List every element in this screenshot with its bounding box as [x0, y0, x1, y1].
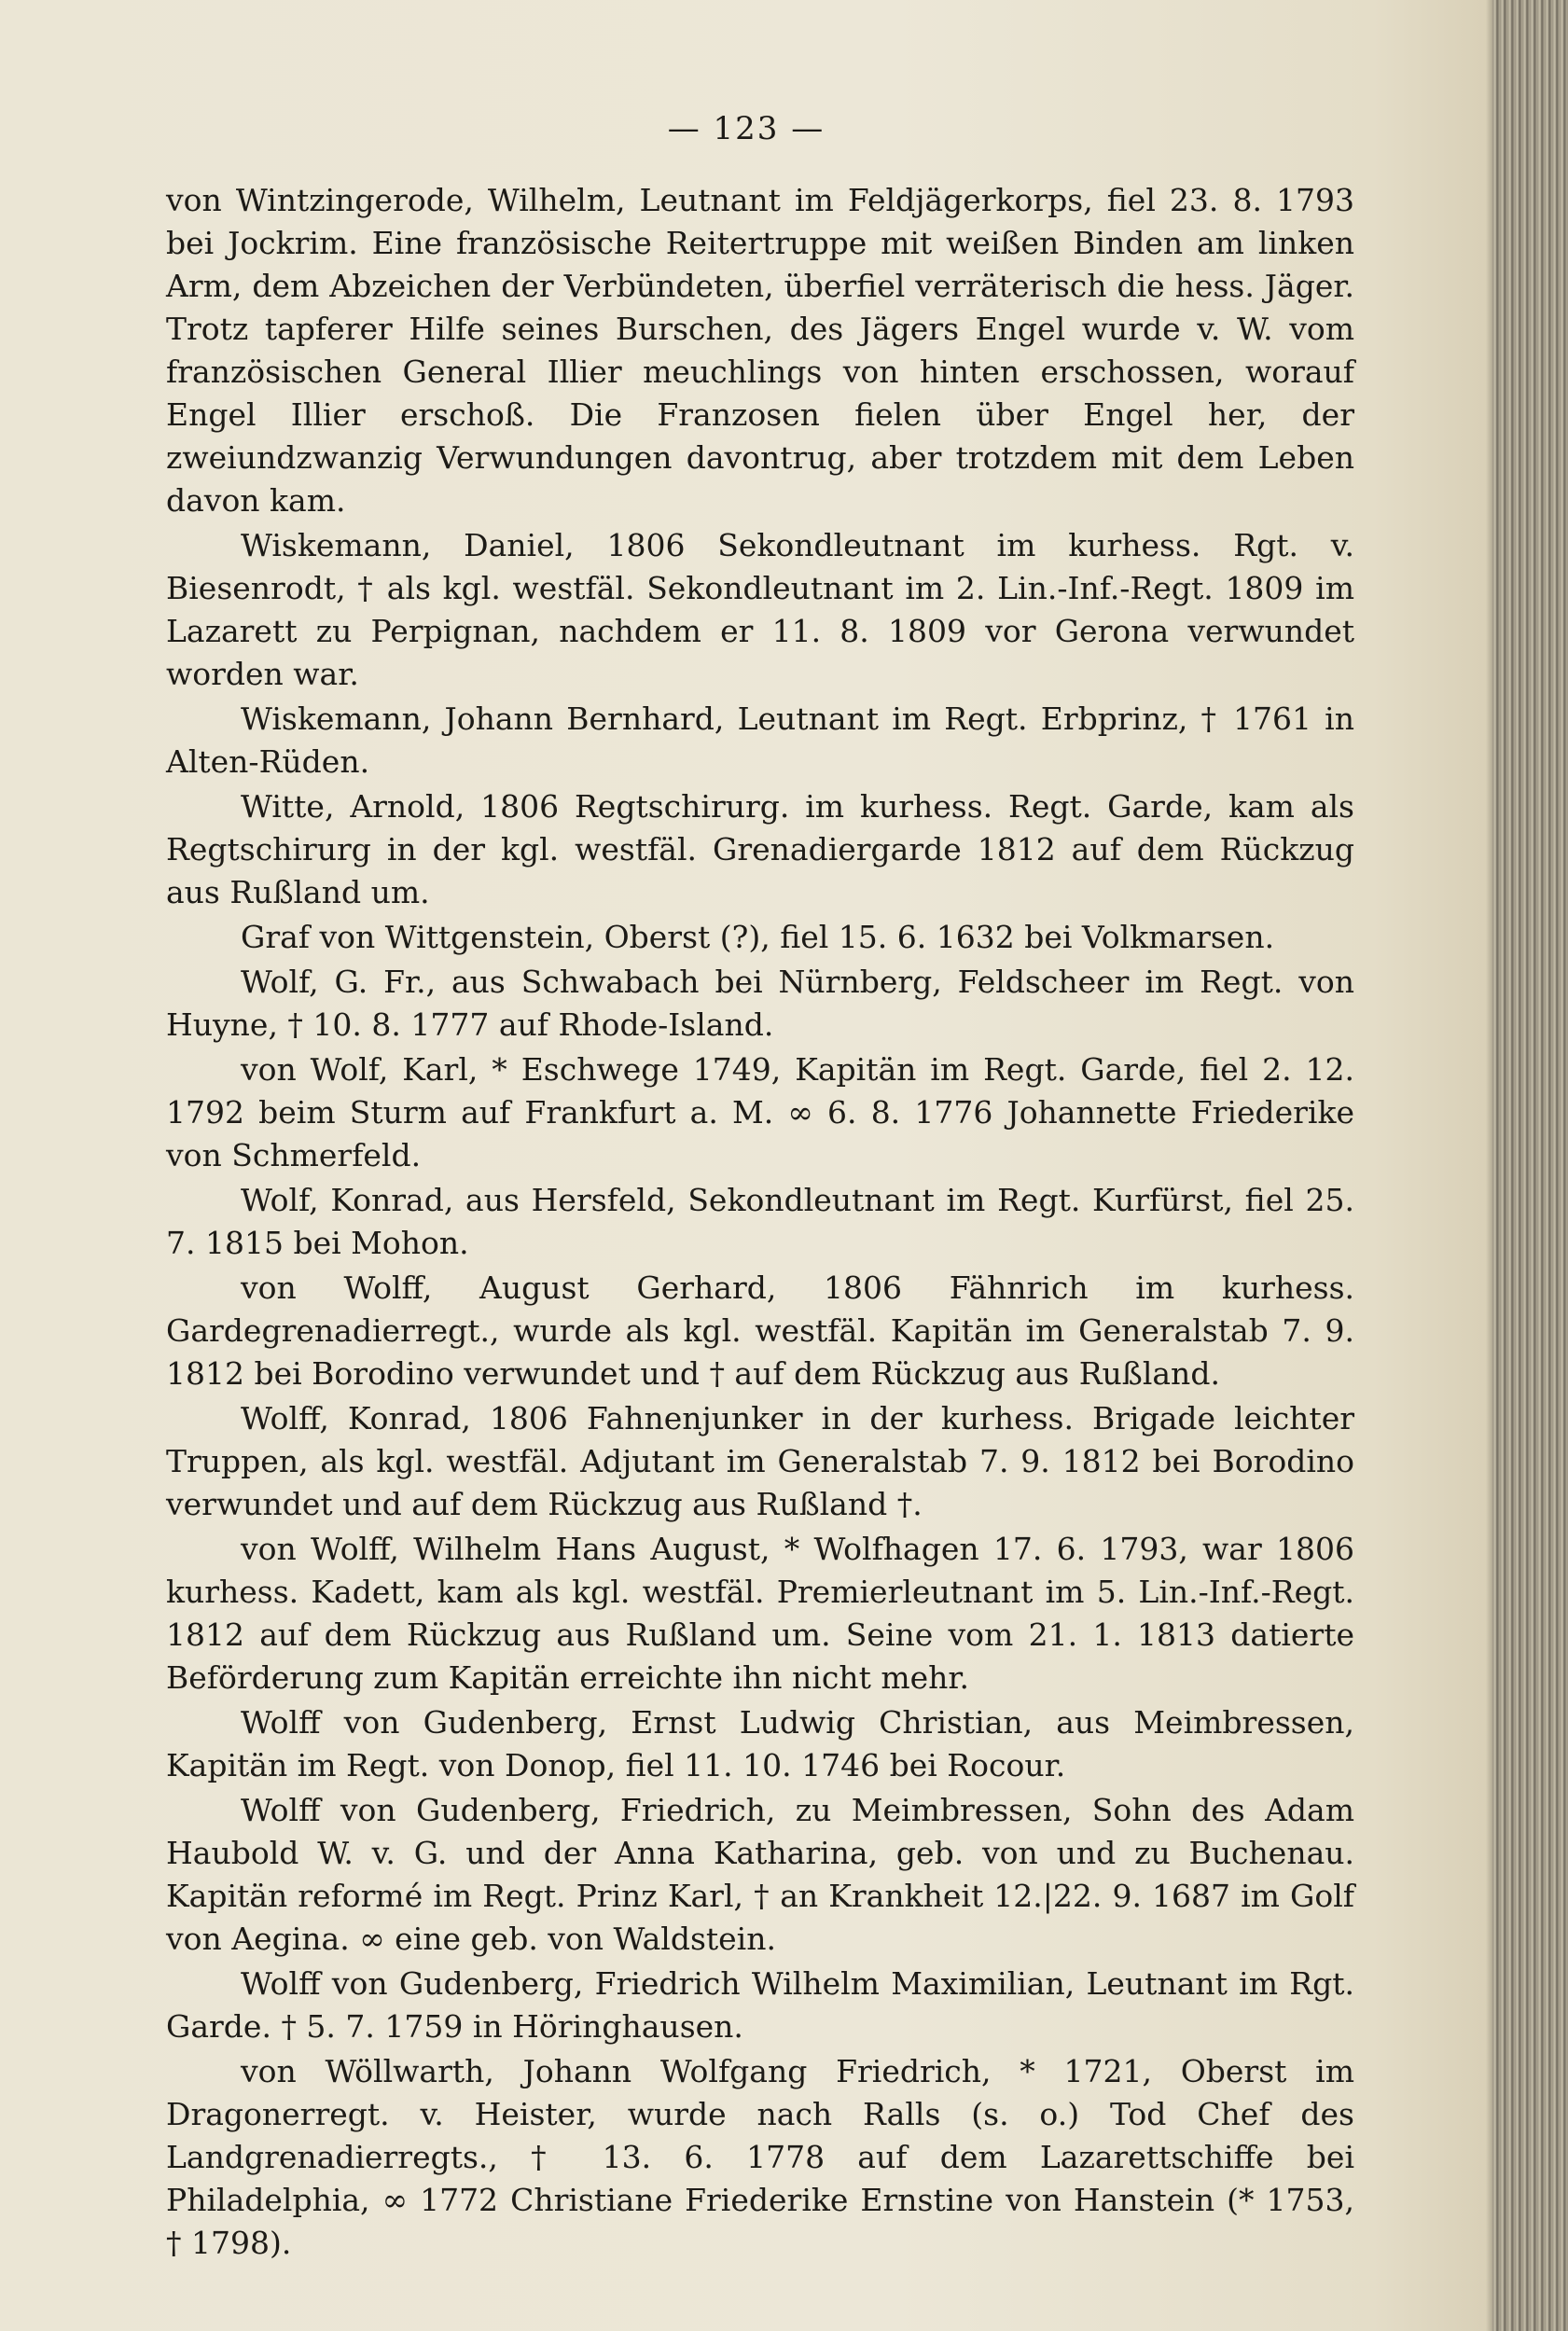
- entry-wittgenstein: Graf von Wittgenstein, Oberst (?), fiel 15. 6. 1632 bei Volkmarsen.: [241, 919, 1275, 955]
- entry-wolff-konrad: Wolff, Konrad, 1806 Fahnenjunker in der kurhess. Brigade leichter Truppen, als kgl. westfäl. Adjutant im Generalstab 7. 9. 1812 bei Borodino verwundet und auf dem Rückzug aus Rußland †.: [166, 1400, 1354, 1522]
- entry-wiskemann-johann: Wiskemann, Johann Bernhard, Leutnant im Regt. Erbprinz, † 1761 in Alten-Rüden.: [166, 701, 1354, 780]
- book-binding-edge: [1492, 0, 1568, 2331]
- entry-wolf-karl: von Wolf, Karl, * Eschwege 1749, Kapitän im Regt. Garde, fiel 2. 12. 1792 beim Sturm auf Frankfurt a. M. ∞ 6. 8. 1776 Johannette Friederike von Schmerfeld.: [166, 1051, 1354, 1173]
- entry-wintzingerode: von Wintzingerode, Wilhelm, Leutnant im Feldjägerkorps, fiel 23. 8. 1793 bei Jockrim. Eine französische Reitertruppe mit weißen Binden am linken Arm, dem Abzeichen der Verbündeten, überfiel verräterisch die hess. Jäger. Trotz tapferer Hilfe seines Burschen, des Jägers Engel wurde v. W. vom französischen General Illier meuchlings von hinten erschossen, worauf Engel Illier erschoß. Die Franzosen fielen über Engel her, der zweiundzwanzig Verwundungen davontrug, aber trotzdem mit dem Leben davon kam.: [166, 182, 1354, 519]
- entry-wolf-g-fr: Wolf, G. Fr., aus Schwabach bei Nürnberg, Feldscheer im Regt. von Huyne, † 10. 8. 1777 auf Rhode-Island.: [166, 964, 1354, 1043]
- entry-wolf-konrad: Wolf, Konrad, aus Hersfeld, Sekondleutnant im Regt. Kurfürst, fiel 25. 7. 1815 bei Mohon.: [166, 1182, 1354, 1261]
- page-text-block: [166, 179, 1354, 2267]
- entry-wolff-august-gerhard: von Wolff, August Gerhard, 1806 Fähnrich im kurhess. Gardegrenadierregt., wurde als kgl. westfäl. Kapitän im Generalstab 7. 9. 1812 bei Borodino verwundet und † auf dem Rückzug aus Rußland.: [166, 1270, 1354, 1392]
- entry-wolff-wilhelm: von Wolff, Wilhelm Hans August, * Wolfhagen 17. 6. 1793, war 1806 kurhess. Kadett, kam als kgl. westfäl. Premierleutnant im 5. Lin.-Inf.-Regt. 1812 auf dem Rückzug aus Rußland um. Seine vom 21. 1. 1813 datierte Beförderung zum Kapitän erreichte ihn nicht mehr.: [166, 1531, 1354, 1696]
- page-number: — 123 —: [667, 110, 826, 147]
- entry-wolff-gudenberg-friedrich: Wolff von Gudenberg, Friedrich, zu Meimbressen, Sohn des Adam Haubold W. v. G. und der Anna Katharina, geb. von und zu Buchenau. Kapitän reformé im Regt. Prinz Karl, † an Krankheit 12.|22. 9. 1687 im Golf von Aegina. ∞ eine geb. von Waldstein.: [166, 1792, 1354, 1957]
- entry-witte-arnold: Witte, Arnold, 1806 Regtschirurg. im kurhess. Regt. Garde, kam als Regtschirurg in der kgl. westfäl. Grenadiergarde 1812 auf dem Rückzug aus Rußland um.: [166, 788, 1354, 910]
- entry-wiskemann-daniel: Wiskemann, Daniel, 1806 Sekondleutnant im kurhess. Rgt. v. Biesenrodt, † als kgl. westfäl. Sekondleutnant im 2. Lin.-Inf.-Regt. 1809 im Lazarett zu Perpignan, nachdem er 11. 8. 1809 vor Gerona verwundet worden war.: [166, 527, 1354, 692]
- entry-woellwarth: von Wöllwarth, Johann Wolfgang Friedrich, * 1721, Oberst im Dragonerregt. v. Heister, wurde nach Ralls (s. o.) Tod Chef des Landgrenadierregts., † 13. 6. 1778 auf dem Lazarettschiffe bei Philadelphia, ∞ 1772 Christiane Friederike Ernstine von Hanstein (* 1753, † 1798).: [166, 2053, 1354, 2261]
- entry-wolff-gudenberg-ernst: Wolff von Gudenberg, Ernst Ludwig Christian, aus Meimbressen, Kapitän im Regt. von Donop, fiel 11. 10. 1746 bei Rocour.: [166, 1704, 1354, 1783]
- entry-wolff-gudenberg-friedrich-wilhelm: Wolff von Gudenberg, Friedrich Wilhelm Maximilian, Leutnant im Rgt. Garde. † 5. 7. 1759 in Höringhausen.: [166, 1965, 1354, 2045]
